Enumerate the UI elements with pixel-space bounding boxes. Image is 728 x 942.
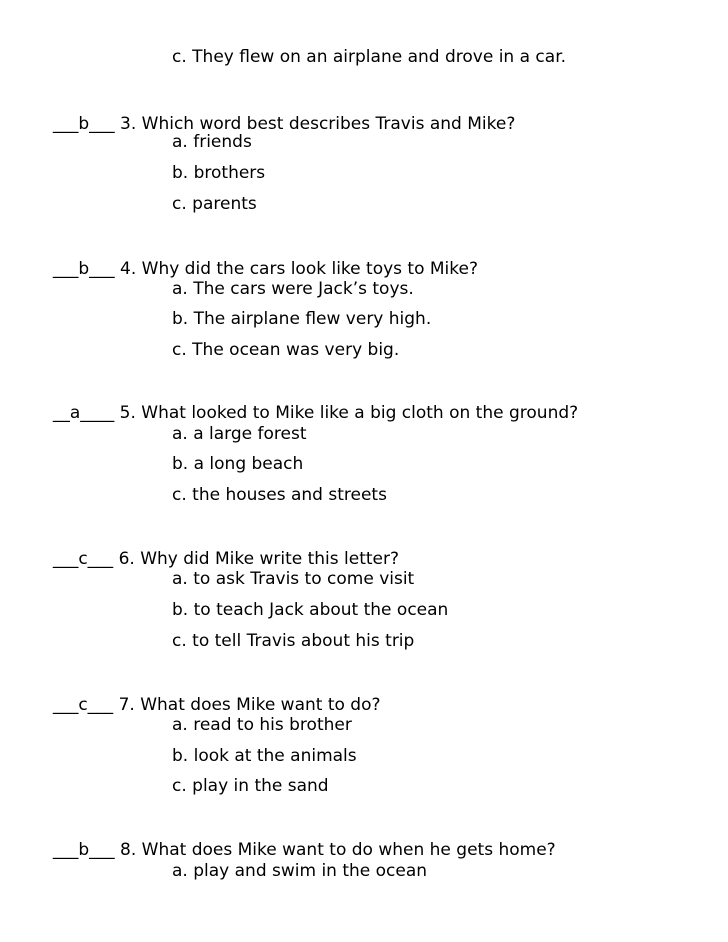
question-6	[42, 526, 399, 570]
answer-line: ___c___	[52, 695, 114, 715]
question-text: 3. Which word best describes Travis and Mike?	[120, 114, 516, 134]
option-3c: c. parents	[172, 194, 257, 214]
answer-line: ___b___	[52, 114, 115, 134]
option-5a: a. a large forest	[172, 424, 307, 444]
option-3b: b. brothers	[172, 163, 266, 183]
question-text: 6. Why did Mike write this letter?	[118, 549, 400, 569]
question-8	[42, 817, 556, 861]
question-text: 8. What does Mike want to do when he gets home?	[120, 840, 556, 860]
question-3	[42, 91, 515, 135]
answer-line: ___c___	[52, 549, 114, 569]
option-7b: b. look at the animals	[172, 746, 357, 766]
option-6b: b. to teach Jack about the ocean	[172, 600, 449, 620]
question-5	[42, 380, 578, 424]
answer-line: ___b___	[52, 259, 115, 279]
question-7	[42, 672, 381, 716]
question-4	[42, 236, 478, 280]
question-text: 7. What does Mike want to do?	[118, 695, 381, 715]
option-4b: b. The airplane flew very high.	[172, 309, 432, 329]
option-7c: c. play in the sand	[172, 776, 329, 796]
question-text: 4. Why did the cars look like toys to Mike?	[120, 259, 479, 279]
continued-option: c. They flew on an airplane and drove in a car.	[172, 47, 567, 67]
option-4c: c. The ocean was very big.	[172, 340, 400, 360]
option-8a: a. play and swim in the ocean	[172, 861, 428, 881]
question-text: 5. What looked to Mike like a big cloth on the ground?	[119, 403, 579, 423]
option-3a: a. friends	[172, 132, 252, 152]
option-4a: a. The cars were Jack’s toys.	[172, 279, 414, 299]
option-6c: c. to tell Travis about his trip	[172, 631, 415, 651]
option-7a: a. read to his brother	[172, 715, 352, 735]
option-6a: a. to ask Travis to come visit	[172, 569, 415, 589]
answer-line: __a____	[52, 403, 115, 423]
option-5b: b. a long beach	[172, 454, 304, 474]
answer-line: ___b___	[52, 840, 115, 860]
option-5c: c. the houses and streets	[172, 485, 387, 505]
